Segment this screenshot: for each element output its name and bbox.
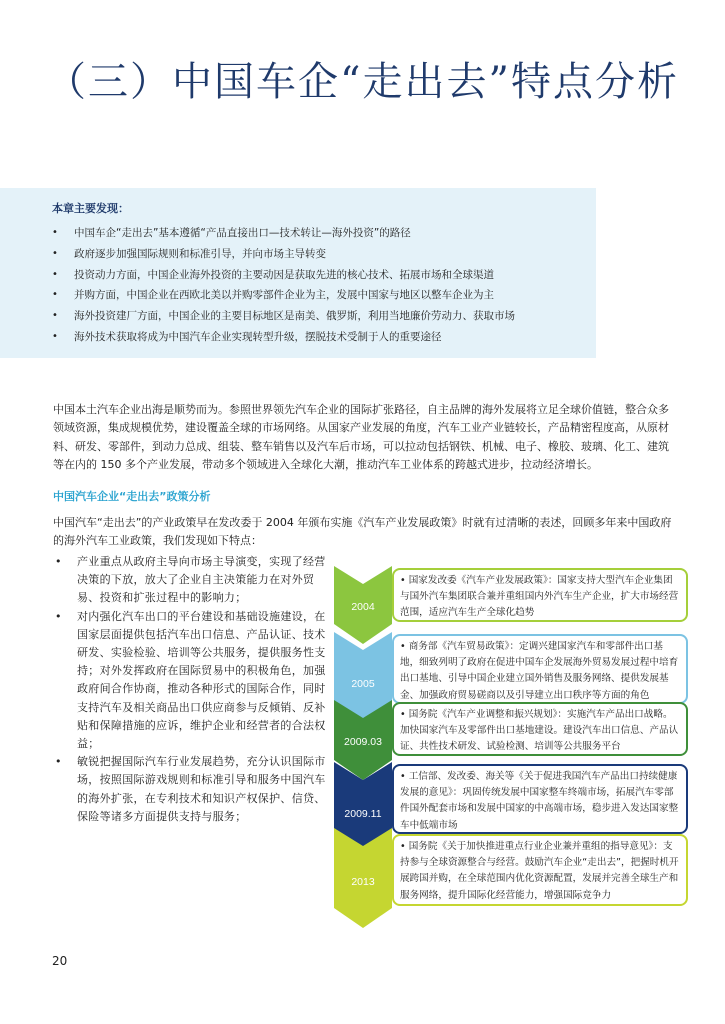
section-subheading: 中国汽车企业“走出去”政策分析 — [53, 490, 211, 503]
bullet-icon: • — [55, 609, 62, 623]
bullet-icon: • — [52, 310, 58, 322]
list-item: • 对内强化汽车出口的平台建设和基础设施建设，在国家层面提供包括汽车出口信息、产品认证、技术研发、实验检验、培训等公共服务，提供服务性支持；对外发挥政府在国际贸易中的积极角色，加强政府间合作协商，推动各种形式的国际合作，同时支持汽车及相关商品出口供应商参与反倾销、反补贴和保障措施的应诉，维护企业和经营者的合法权益； — [55, 609, 326, 751]
list-item: • 政府逐步加强国际规则和标准引导，并向市场主导转变 — [52, 244, 596, 265]
timeline-description: • 商务部《汽车贸易政策》：定调兴建国家汽车和零部件出口基地，细致列明了政府在促进中国车企发展海外贸易发展过程中培育出口基地、引导中国企业建立国外销售及服务网络、提供发展基金、加强政府贸易磋商以及引导建立出口秩序等方面的角色 — [392, 634, 688, 704]
bullet-icon: • — [52, 247, 58, 259]
key-findings-list — [52, 223, 596, 348]
timeline-year: 2004 — [351, 601, 375, 613]
timeline-year: 2009.11 — [344, 808, 382, 820]
list-item: • 中国车企“走出去”基本遵循“产品直接出口—技术转让—海外投资”的路径 — [52, 223, 596, 244]
timeline-description: • 国务院《关于加快推进重点行业企业兼并重组的指导意见》：支持参与全球资源整合与经营。鼓励汽车企业“走出去”，把握时机开展跨国并购，在全球范围内优化资源配置，发展并完善全球生产和服务网络，提升国际化经营能力，增强国际竞争力 — [392, 834, 688, 906]
list-item: • 海外投资建厂方面，中国企业的主要目标地区是南美、俄罗斯，利用当地廉价劳动力、获取市场 — [52, 306, 596, 327]
bullet-icon: • — [52, 268, 58, 280]
timeline-description: • 国务院《汽车产业调整和振兴规划》：实施汽车产品出口战略。加快国家汽车及零部件出口基地建设。建设汽车出口信息、产品认证、共性技术研发、试验检测、培训等公共服务平台 — [392, 702, 688, 756]
bullet-icon: • — [52, 227, 58, 238]
timeline-year: 2009.03 — [344, 736, 382, 748]
bullet-icon: • — [55, 555, 62, 568]
policy-features-list — [53, 553, 333, 826]
timeline-year: 2005 — [351, 678, 375, 690]
list-item: • 海外技术获取将成为中国汽车企业实现转型升级，摆脱技术受制于人的重要途径 — [52, 327, 596, 348]
timeline-year: 2013 — [351, 876, 375, 888]
timeline-description: • 国家发改委《汽车产业发展政策》：国家支持大型汽车企业集团与国外汽车集团联合兼并重组国内外汽车生产企业，扩大市场经营范围，适应汽车生产全球化趋势 — [392, 568, 688, 622]
timeline-description: • 工信部、发改委、海关等《关于促进我国汽车产品出口持续健康发展的意见》：巩固传统发展中国家整车终端市场，拓展汽车零部件国外配套市场和发展中国家的中高端市场，稳步进入发达国家整车中低端市场 — [392, 764, 688, 834]
list-item: • 产业重点从政府主导向市场主导演变，实现了经营决策的下放，放大了企业自主决策能力在对外贸易、投资和扩张过程中的影响力； — [55, 555, 326, 605]
intro-paragraph: 中国汽车“走出去”的产业政策早在发改委于 2004 年颁布实施《汽车产业发展政策》时就有过清晰的表述，回顾多年来中国政府的海外汽车工业政策，我们发现如下特点： — [53, 516, 672, 548]
chevron-down-icon — [334, 828, 392, 928]
bullet-icon: • — [52, 330, 58, 342]
list-item: • 并购方面，中国企业在西欧北美以并购零部件企业为主，发展中国家与地区以整车企业为主 — [52, 285, 596, 306]
key-findings-heading: 本章主要发现： — [52, 202, 129, 215]
bullet-icon: • — [52, 289, 58, 301]
bullet-icon: • — [55, 755, 62, 769]
page-number: 20 — [52, 954, 68, 968]
list-item: • 敏锐把握国际汽车行业发展趋势，充分认识国际市场，按照国际游戏规则和标准引导和服务中国汽车的海外扩张，在专利技术和知识产权保护、信贷、保险等诸多方面提供支持与服务； — [55, 755, 326, 823]
key-findings-box — [0, 188, 596, 358]
page-title: （三）中国车企“走出去”特点分析 — [46, 59, 679, 105]
body-paragraph: 中国本土汽车企业出海是顺势而为。参照世界领先汽车企业的国际扩张路径，自主品牌的海外发展将立足全球价值链，整合众多领域资源，集成规模优势，建设覆盖全球的市场网络。从国家产业发展的角度，汽车工业产业链较长，产品精密程度高，从原材料、研发、零部件，到动力总成、组装、整车销售以及汽车后市场，可以拉动包括钢铁、机械、电子、橡胶、玻璃、化工、建筑等在内的 150 多个产业发展，带动多个领域进入全球化大潮，推动汽车工业体系的跨越式进步，拉动经济增长。 — [53, 403, 669, 472]
list-item: • 投资动力方面，中国企业海外投资的主要动因是获取先进的核心技术、拓展市场和全球渠道 — [52, 265, 596, 286]
